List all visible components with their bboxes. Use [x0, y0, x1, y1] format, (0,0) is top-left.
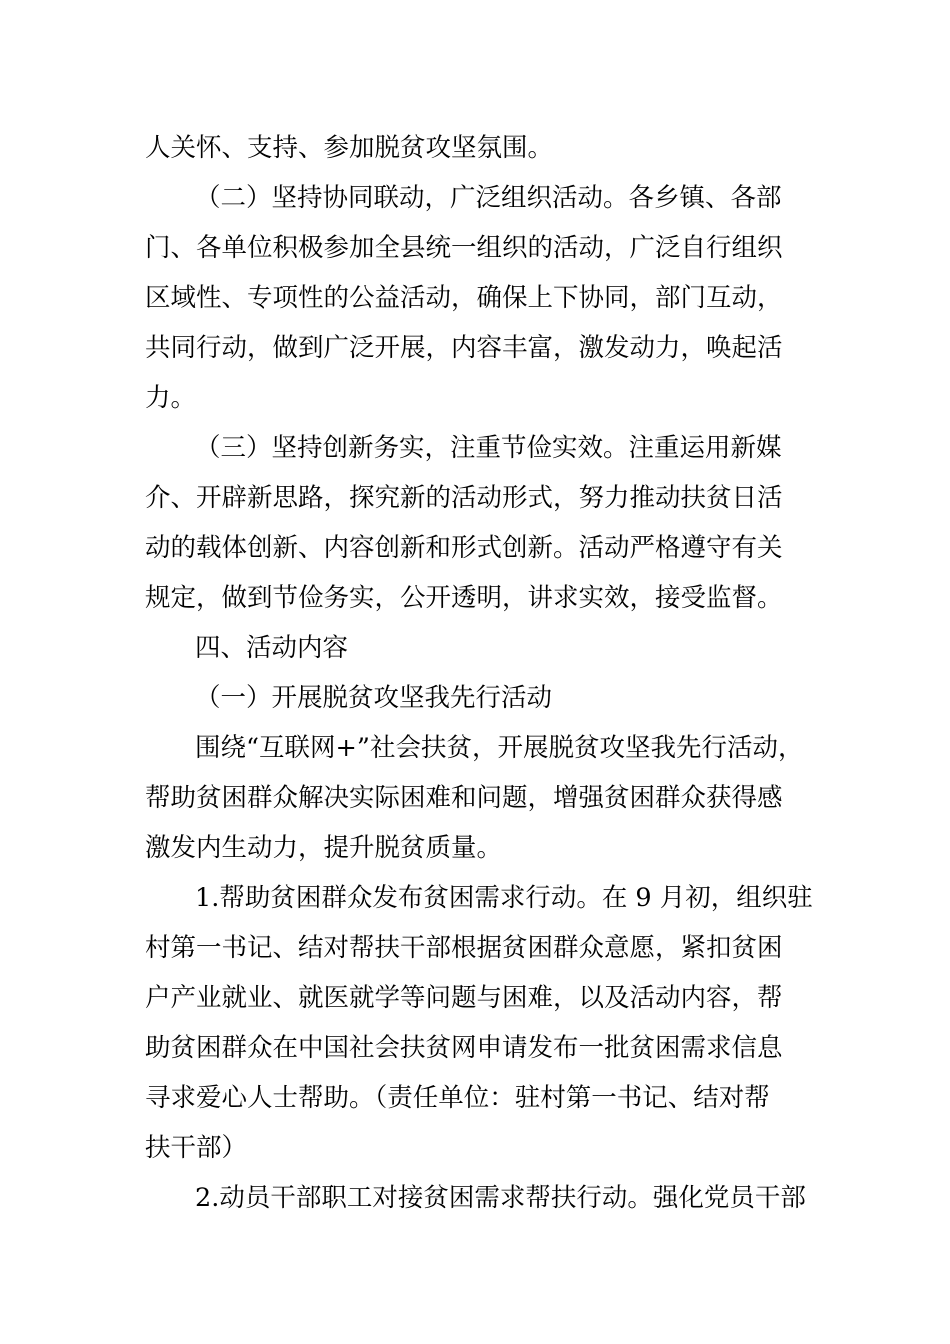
section-heading: 四、活动内容	[195, 633, 349, 663]
text-line: 区域性、专项性的公益活动，确保上下协同，部门互动，	[145, 283, 783, 313]
text-line: 村第一书记、结对帮扶干部根据贫困群众意愿，紧扣贫困	[145, 933, 783, 963]
text-line: 激发内生动力，提升脱贫质量。	[145, 833, 503, 863]
text-line: 门、各单位积极参加全县统一组织的活动，广泛自行组织	[145, 233, 783, 263]
text-line: 围绕“互联网+”社会扶贫，开展脱贫攻坚我先行活动，	[195, 733, 804, 763]
text-line: 1.帮助贫困群众发布贫困需求行动。在 9 月初，组织驻	[195, 883, 813, 913]
text-line: 寻求爱心人士帮助。（责任单位：驻村第一书记、结对帮	[145, 1083, 770, 1113]
text-line: 户产业就业、就医就学等问题与困难，以及活动内容，帮	[145, 983, 783, 1013]
text-line: 2.动员干部职工对接贫困需求帮扶行动。强化党员干部	[195, 1183, 806, 1213]
text-line: 力。	[145, 383, 197, 413]
text-line: （二）坚持协同联动，广泛组织活动。各乡镇、各部	[195, 183, 782, 213]
text-line: 帮助贫困群众解决实际困难和问题，增强贫困群众获得感	[145, 783, 783, 813]
subsection-heading: （一）开展脱贫攻坚我先行活动	[195, 683, 553, 713]
text-line: 助贫困群众在中国社会扶贫网申请发布一批贫困需求信息	[145, 1033, 783, 1063]
text-line: 介、开辟新思路，探究新的活动形式，努力推动扶贫日活	[145, 483, 783, 513]
text-line: 扶干部）	[145, 1133, 248, 1163]
text-line: 共同行动，做到广泛开展，内容丰富，激发动力，唤起活	[145, 333, 783, 363]
text-line: （三）坚持创新务实，注重节俭实效。注重运用新媒	[195, 433, 782, 463]
text-line: 规定，做到节俭务实，公开透明，讲求实效，接受监督。	[145, 583, 783, 613]
text-line: 动的载体创新、内容创新和形式创新。活动严格遵守有关	[145, 533, 783, 563]
text-line: 人关怀、支持、参加脱贫攻坚氛围。	[145, 133, 554, 163]
